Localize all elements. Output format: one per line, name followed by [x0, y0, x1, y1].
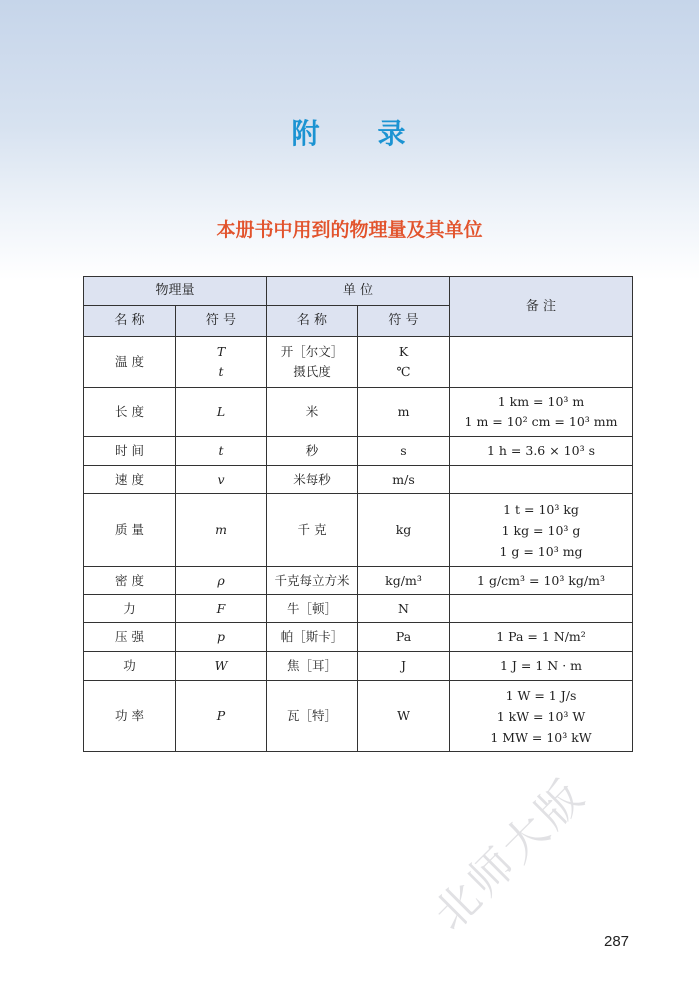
- quantity-name-cell: [84, 388, 176, 437]
- quantity-symbol: t: [218, 364, 224, 379]
- table-row: [84, 494, 633, 567]
- remark-cell: [450, 595, 633, 623]
- quantity-name: 温 度: [115, 354, 144, 369]
- quantity-name-cell: [84, 681, 176, 752]
- remark-cell: [450, 337, 633, 388]
- unit-symbol-cell: [358, 388, 450, 437]
- unit-symbol: K: [398, 344, 409, 359]
- remark: 1 kW = 10³ W: [496, 708, 586, 724]
- table-row: [84, 681, 633, 752]
- table-row: [84, 623, 633, 652]
- quantity-symbol-cell: [176, 681, 267, 752]
- unit-name-cell: [267, 623, 358, 652]
- title-char: 附: [291, 117, 322, 150]
- remark-cell: [450, 567, 633, 595]
- table-row: [84, 567, 633, 595]
- quantity-symbol-cell: [176, 595, 267, 623]
- unit-symbol-cell: [358, 681, 450, 752]
- remark-cell: [450, 388, 633, 437]
- unit-name-cell: [267, 466, 358, 494]
- unit-symbol-cell: [358, 652, 450, 681]
- unit-symbol: kg/m³: [385, 572, 422, 588]
- quantity-symbol: m: [215, 522, 227, 537]
- unit-symbol: s: [400, 443, 407, 458]
- remark-cell: [450, 494, 633, 567]
- quantity-name-cell: [84, 494, 176, 567]
- unit-name: 摄氏度: [293, 364, 331, 379]
- unit-name-cell: [267, 437, 358, 466]
- quantity-symbol: p: [216, 629, 225, 644]
- remark: 1 MW = 10³ kW: [490, 729, 592, 745]
- unit-name-cell: [267, 681, 358, 752]
- quantity-name-cell: [84, 567, 176, 595]
- header-name: 名 称: [84, 306, 176, 337]
- quantity-symbol-cell: [176, 652, 267, 681]
- table-row: [84, 388, 633, 437]
- watermark: 北师大版: [424, 768, 597, 941]
- quantity-symbol-cell: [176, 623, 267, 652]
- quantity-symbol: v: [217, 471, 225, 487]
- quantity-name: 功: [123, 658, 136, 673]
- quantity-symbol-cell: [176, 494, 267, 567]
- header-unit: 单 位: [267, 277, 450, 306]
- unit-symbol-cell: [358, 595, 450, 623]
- table-row: [84, 437, 633, 466]
- unit-name: 帕［斯卡］: [280, 629, 344, 644]
- unit-symbol: m: [397, 404, 410, 419]
- table-row: [84, 652, 633, 681]
- unit-symbol-cell: [358, 623, 450, 652]
- quantity-name-cell: [84, 623, 176, 652]
- unit-symbol: J: [400, 658, 406, 673]
- remark: 1 km = 10³ m: [497, 394, 585, 409]
- quantity-name: 速 度: [115, 471, 144, 487]
- quantity-symbol: L: [216, 404, 226, 419]
- quantity-name: 力: [123, 600, 136, 616]
- remark-cell: [450, 652, 633, 681]
- quantity-name: 压 强: [115, 629, 144, 644]
- unit-symbol-cell: [358, 437, 450, 466]
- quantity-name-cell: [84, 337, 176, 388]
- quantity-name: 质 量: [115, 522, 144, 537]
- quantity-symbol: P: [216, 708, 226, 723]
- remark: 1 g = 10³ mg: [499, 543, 583, 559]
- unit-name: 焦［耳］: [286, 658, 337, 673]
- page-number: 287: [604, 933, 630, 950]
- unit-name: 牛［顿］: [286, 600, 337, 616]
- unit-name: 米每秒: [293, 471, 331, 487]
- remark: 1 Pa = 1 N/m²: [496, 629, 586, 644]
- quantity-name-cell: [84, 652, 176, 681]
- quantity-name: 时 间: [115, 443, 144, 458]
- header-quantity: 物理量: [84, 277, 267, 306]
- remark-cell: [450, 437, 633, 466]
- unit-name: 秒: [305, 443, 319, 458]
- units-table: [83, 276, 633, 752]
- unit-name: 瓦［特］: [286, 708, 337, 723]
- remark: 1 m = 10² cm = 10³ mm: [464, 414, 618, 429]
- table-row: [84, 595, 633, 623]
- unit-name: 米: [305, 404, 319, 419]
- quantity-symbol: ρ: [217, 572, 225, 588]
- quantity-name: 密 度: [115, 572, 144, 588]
- unit-symbol-cell: [358, 494, 450, 567]
- unit-symbol: kg: [395, 522, 412, 537]
- remark: 1 t = 10³ kg: [503, 501, 579, 517]
- unit-symbol-cell: [358, 337, 450, 388]
- header-unit-name: 名 称: [267, 306, 358, 337]
- unit-name-cell: [267, 652, 358, 681]
- quantity-name: 长 度: [115, 404, 144, 419]
- header-unit-symbol: 符 号: [358, 306, 450, 337]
- quantity-symbol-cell: [176, 567, 267, 595]
- unit-name: 千 克: [297, 522, 327, 537]
- remark: 1 h = 3.6 × 10³ s: [486, 443, 595, 458]
- unit-name: 开［尔文］: [280, 344, 344, 359]
- remark: 1 W = 1 J/s: [505, 687, 577, 703]
- unit-symbol-cell: [358, 466, 450, 494]
- remark: 1 g/cm³ = 10³ kg/m³: [477, 572, 605, 588]
- unit-symbol: ℃: [396, 364, 411, 379]
- table-row: [84, 466, 633, 494]
- quantity-symbol: t: [218, 443, 224, 458]
- quantity-symbol-cell: [176, 466, 267, 494]
- table-row: [84, 337, 633, 388]
- quantity-symbol: T: [216, 344, 226, 359]
- quantity-symbol-cell: [176, 388, 267, 437]
- unit-name-cell: [267, 595, 358, 623]
- unit-name-cell: [267, 388, 358, 437]
- quantity-name-cell: [84, 466, 176, 494]
- unit-name-cell: [267, 337, 358, 388]
- remark-cell: [450, 681, 633, 752]
- unit-symbol: N: [398, 600, 409, 616]
- quantity-symbol: F: [216, 600, 226, 616]
- quantity-name-cell: [84, 595, 176, 623]
- remark-cell: [450, 623, 633, 652]
- quantity-name-cell: [84, 437, 176, 466]
- unit-symbol: m/s: [392, 471, 415, 487]
- quantity-symbol-cell: [176, 437, 267, 466]
- quantity-name: 功 率: [115, 708, 144, 723]
- section-subtitle: 本册书中用到的物理量及其单位: [216, 219, 483, 241]
- quantity-symbol: W: [214, 658, 228, 673]
- header-symbol: 符 号: [176, 306, 267, 337]
- quantity-symbol-cell: [176, 337, 267, 388]
- header-remark: 备 注: [450, 277, 633, 337]
- unit-name-cell: [267, 567, 358, 595]
- unit-name-cell: [267, 494, 358, 567]
- unit-symbol: W: [397, 708, 410, 723]
- page-title: [0, 112, 699, 152]
- unit-symbol-cell: [358, 567, 450, 595]
- unit-name: 千克每立方米: [274, 572, 350, 588]
- remark: 1 J = 1 N · m: [500, 658, 582, 673]
- unit-symbol: Pa: [395, 629, 412, 644]
- title-char: 录: [377, 117, 408, 150]
- remark: 1 kg = 10³ g: [501, 522, 581, 538]
- remark-cell: [450, 466, 633, 494]
